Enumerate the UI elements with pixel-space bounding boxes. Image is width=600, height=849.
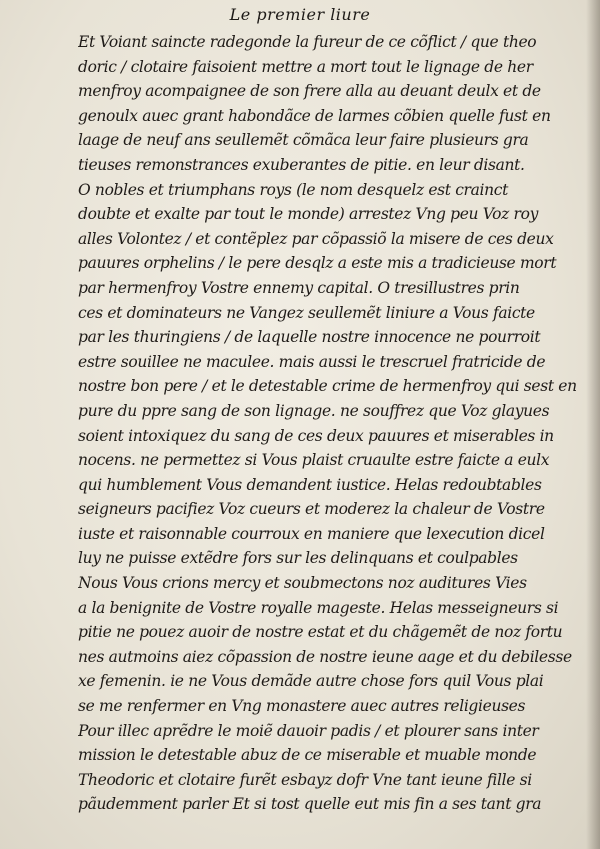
text-line: laage de neuf ans seullemẽt cõmãca leur faire plusieurs gra [78,131,529,150]
text-line: estre souillee ne maculee. mais aussi le trescruel fratricide de [78,352,546,371]
text-line: Pour illec aprẽdre le moiẽ dauoir padis / et plourer sans inter [78,721,539,740]
text-line: xe femenin. ie ne Vous demãde autre chose fors quil Vous plai [78,672,544,691]
text-line: se me renfermer en Vng monastere auec autres religieuses [78,697,526,716]
text-line: a la benignite de Vostre royalle mageste. Helas messeigneurs si [78,598,559,617]
running-header: Le premier liure [229,5,371,24]
text-line: O nobles et triumphans roys (le nom desquelz est crainct [78,180,508,199]
page-edge-shadow [586,0,600,849]
text-line: qui humblement Vous demandent iustice. Helas redoubtables [78,475,542,494]
text-line: Theodoric et clotaire furẽt esbayz dofr Vne tant ieune fille si [78,770,532,789]
text-line: nocens. ne permettez si Vous plaist cruaulte estre faicte a eulx [78,451,550,470]
text-line: ces et dominateurs ne Vangez seullemẽt liniure a Vous faicte [78,303,535,322]
text-line: pãudemment parler Et si tost quelle eut mis fin a ses tant gra [78,795,542,814]
text-line: Et Voiant saincte radegonde la fureur de ce cõflict / que theo [78,33,537,51]
text-line: doubte et exalte par tout le monde) arrestez Vng peu Voz roy [78,205,539,224]
text-line: genoulx auec grant habondãce de larmes cõbien quelle fust en [78,106,551,125]
text-line: doric / clotaire faisoient mettre a mort tout le lignage de her [78,57,533,76]
text-line: pitie ne pouez auoir de nostre estat et du chãgemẽt de noz fortu [78,623,563,642]
text-line: soient intoxiquez du sang de ces deux pauures et miserables in [78,426,554,445]
text-line: nostre bon pere / et le detestable crime de hermenfroy qui sest en [78,377,577,396]
text-line: pauures orphelins / le pere desqlz a este mis a tradicieuse mort [78,254,557,273]
text-line: Nous Vous crions mercy et soubmectons noz auditures Vies [78,574,527,593]
text-line: menfroy acompaignee de son frere alla au deuant deulx et de [78,82,541,101]
text-line: par hermenfroy Vostre ennemy capital. O tresillustres prin [78,278,520,297]
text-line: nes autmoins aiez cõpassion de nostre ieune aage et du debilesse [78,647,572,666]
text-line: iuste et raisonnable courroux en maniere que lexecution dicel [78,524,545,543]
text-line: seigneurs pacifiez Voz cueurs et moderez la chaleur de Vostre [78,500,545,519]
text-line: par les thuringiens / de laquelle nostre innocence ne pourroit [78,328,541,347]
text-block [78,30,593,817]
text-line: mission le detestable abuz de ce miserable et muable monde [78,746,537,765]
text-line: luy ne puisse extẽdre fors sur les delinquans et coulpables [78,549,518,568]
text-line: tieuses remonstrances exuberantes de pitie. en leur disant. [78,155,525,174]
text-line: pure du ppre sang de son lignage. ne souffrez que Voz glayues [78,401,550,420]
text-line: alles Volontez / et contẽplez par cõpassiõ la misere de ces deux [78,229,554,248]
